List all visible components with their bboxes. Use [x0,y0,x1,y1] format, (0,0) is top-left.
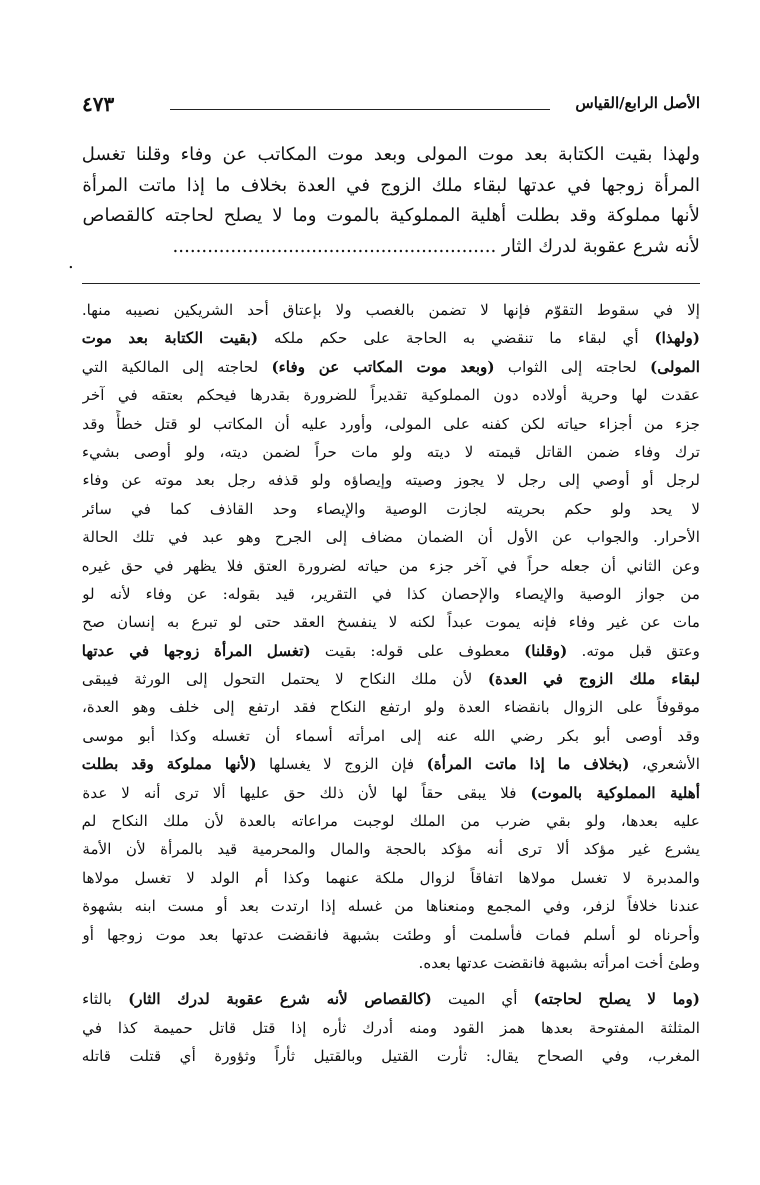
commentary-text: مات عن غير وفاء فإنه يموت عبداً لكنه لا ينفسخ العقد حتى لو تبرع به إنسان صح [82,613,700,632]
commentary-quote: المولى) [650,357,700,376]
commentary-text: عليه بعدها، ولو بقي ضرب من الملك لوجبت مراعاته بالعدة لأن ملك النكاح لم [82,812,700,831]
commentary-quote: (بقيت الكتابة بعد موت [82,329,259,348]
commentary-text: الأشعري، [629,755,700,774]
commentary-text: وقد أوصى أبو بكر رضي الله عنه إلى امرأته أسماء أن تغسله وكذا أبو موسى [82,726,700,745]
main-text-line: لأنه شرع عقوبة لدرك الثار ........................................................ [172,235,700,257]
commentary-quote: (بخلاف ما إذا ماتت المرأة) [426,755,630,774]
commentary-line [82,807,700,835]
commentary-quote: أهلية المملوكية بالموت) [530,783,700,802]
running-title: الأصل الرابع/القياس [575,94,700,112]
commentary-line [82,381,700,409]
page-header [82,92,700,122]
commentary-line [82,750,700,778]
commentary-line [82,637,700,665]
commentary-text: ترك وفاء ضمن القاتل قيمته لا ديته ولو مات حراً لضمن ديته، ولو أوصى بشيء [82,442,700,461]
commentary-text: لحاجته إلى الثواب [494,357,651,376]
commentary-text: عندنا خلافاً لزفر، وفي المجمع ومنعناها من غسله إذا ارتدت بعد أو مست ابنه بشهوة [82,897,700,916]
commentary-line [82,1014,700,1042]
commentary-line [82,296,700,324]
commentary-text: موقوفاً على الزوال بانقضاء العدة ولو ارتفع النكاح فقد ارتفع إلى خلف وهو العدة، [82,698,700,717]
commentary-line [82,665,700,693]
commentary-line [82,985,700,1013]
main-text-line: لأنها مملوكة وقد بطلت أهلية المملوكية بالموت وما لا يصلح لحاجته كالقصاص [82,205,700,226]
commentary-text: لأن ملك النكاح لا يحتمل التحول إلى الورثة فيبقى [82,670,488,689]
commentary-text: لا يحد ولو حكم بحريته لجازت الوصية والإيصاء وحد القاذف كما في سائر [82,499,700,518]
commentary-quote: (ولهذا) [654,329,700,348]
page-number: ٤٧٣ [82,92,115,116]
commentary-block [82,296,700,1071]
commentary-quote: (وما لا يصلح لحاجته) [533,990,700,1009]
commentary-line [82,864,700,892]
commentary-line [82,608,700,636]
header-rule [170,109,550,110]
commentary-text: من جواز الوصية والإيصاء والإحصان كذا في التقرير، قيد بقوله: عن وفاء لأنه لو [82,584,700,603]
commentary-line [82,949,700,977]
main-text-block [82,140,700,262]
commentary-text: المثلثة المفتوحة بعدها همز القود ومنه أدرك ثأره إذا قتل قاتل حميمة كذا في [82,1018,700,1037]
commentary-text: يشرع غير مؤكد ألا ترى أنه مؤكد بالحجة والمال والمحرمية قيد بالمرأة لأن الأمة [82,840,700,859]
commentary-text: أي لبقاء ما تنقضي به الحاجة على حكم ملكه [258,329,655,348]
section-separator [82,283,700,284]
commentary-line [82,779,700,807]
commentary-line [82,722,700,750]
paragraph-gap [82,977,700,985]
commentary-quote: (وبعد موت المكاتب عن وفاء) [271,357,495,376]
commentary-text: وأحرناه لو أسلم فمات فأسلمت أو وطئت بشبهة فانقضت عدتها بعد موت زوجها أو [82,925,700,944]
commentary-line [82,892,700,920]
commentary-line [82,438,700,466]
commentary-text: لرجل أو أوصي إلى رجل لا يجوز وصيته وإيصاؤه ولو قذفه رجل بعد موته عن وفاء [82,471,700,490]
commentary-quote: (وقلنا) [524,641,568,660]
commentary-text: لحاجته إلى المالكية التي [82,357,272,376]
commentary-line [82,495,700,523]
commentary-line [82,324,700,352]
commentary-text: المغرب، وفي الصحاح يقال: ثأرت القتيل وبالقتيل ثأراً وثؤورة أي قتلت قاتله [82,1047,700,1066]
commentary-text: وعتق قبل موته. [567,641,700,660]
commentary-text: إلا في سقوط التقوّم فإنها لا تضمن بالغصب ولا بإعتاق أحد الشريكين نصيبه منها. [82,301,700,319]
commentary-quote: لبقاء ملك الزوج في العدة) [487,670,700,689]
commentary-text: الأحرار. والجواب عن الأول أن الضمان مضاف إلى الجرح وهو عبد في تلك الحالة [82,528,700,547]
margin-mark: . [68,252,74,273]
main-text-line: المرأة زوجها في عدتها لبقاء ملك الزوج في العدة بخلاف ما إذا ماتت المرأة [82,174,700,196]
commentary-quote: (تغسل المرأة زوجها في عدتها [82,641,311,660]
main-text-line: ولهذا بقيت الكتابة بعد موت المولى وبعد موت المكاتب عن وفاء وقلنا تغسل [82,144,700,165]
commentary-text: معطوف على قوله: بقيت [310,641,525,660]
commentary-quote: (لأنها مملوكة وقد بطلت [82,755,257,774]
commentary-text: فإن الزوج لا يغسلها [256,755,427,774]
commentary-quote: (كالقصاص لأنه شرع عقوبة لدرك الثار) [128,990,432,1009]
commentary-text: جزء من أجزاء حياته لكن كفنه على المولى، وأورد عليه أن المكاتب لو قتل خطأً وقد [82,414,700,433]
commentary-line [82,353,700,381]
commentary-line [82,693,700,721]
commentary-line [82,835,700,863]
commentary-line [82,580,700,608]
commentary-text: والمدبرة لا تغسل مولاها اتفاقاً لزوال ملكة عنهما وكذا أم الولد لا تغسل مولاها [82,868,700,887]
commentary-line [82,921,700,949]
commentary-text: عقدت لها وحرية أولاده دون المملوكية تقديراً للضرورة بقدرها فيحكم بعتقه في آخر [82,386,700,405]
commentary-text: وعن الثاني أن جعله حراً في آخر جزء من حياته لضرورة العتق فلا يظهر في حق غيره [82,556,700,575]
commentary-text: فلا يبقى حقاً لها لأن ذلك حق عليها ألا ترى أنه لا عدة [82,783,531,802]
commentary-line [82,466,700,494]
commentary-line [82,410,700,438]
commentary-line [82,523,700,551]
commentary-text: وطئ أخت امرأته بشبهة فانقضت عدتها بعده. [418,953,700,972]
commentary-line [82,1042,700,1070]
commentary-line [82,552,700,580]
commentary-text: بالثاء [82,990,129,1009]
commentary-text: أي الميت [431,990,534,1009]
